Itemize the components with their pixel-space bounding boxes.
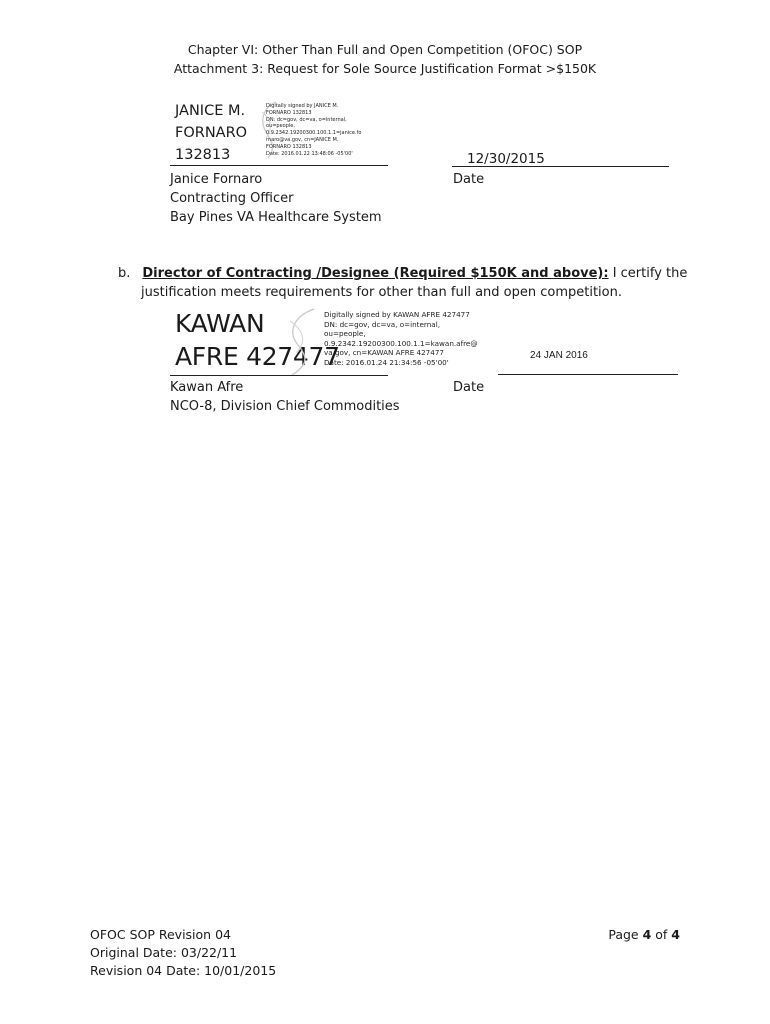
signature2-detail-line: DN: dc=gov, dc=va, o=internal,: [324, 319, 440, 329]
item-b-text: I certify the: [608, 266, 688, 281]
signature2-detail-line: Date: 2016.01.24 21:34:56 -05'00': [324, 357, 449, 367]
signature1-date-label: Date: [453, 172, 485, 187]
signature1-date-value: 12/30/2015: [467, 151, 545, 167]
footer-revision-date: Revision 04 Date: 10/01/2015: [90, 963, 277, 978]
signature1-signer-org: Bay Pines VA Healthcare System: [170, 210, 382, 225]
signature1-detail-line: FORNARO 132813: [266, 109, 312, 116]
item-b-text-line2: justification meets requirements for other than full and open competition.: [141, 285, 622, 300]
item-b-marker: b.: [118, 266, 131, 281]
signature1-date-line: [452, 166, 669, 167]
item-b-heading: Director of Contracting /Designee (Required $150K and above):: [142, 266, 609, 281]
signature2-date-value: 24 JAN 2016: [530, 350, 588, 361]
signature2-line: [170, 375, 388, 376]
item-b-paragraph: [118, 264, 687, 302]
signature2-signer-title: NCO-8, Division Chief Commodities: [170, 399, 400, 414]
footer-page-number: [608, 926, 680, 944]
signature1-detail-line: Digitally signed by JANICE M.: [266, 103, 339, 109]
page-prefix: Page: [608, 927, 643, 942]
signature1-name-line: JANICE M.: [175, 103, 246, 119]
signature1-name-line: 132813: [175, 147, 231, 163]
signature2-digital-details: [324, 310, 478, 368]
footer-original-date: Original Date: 03/22/11: [90, 945, 238, 960]
signature1-signer-title: Contracting Officer: [170, 191, 294, 206]
header-subtitle: Attachment 3: Request for Sole Source Justification Format >$150K: [173, 61, 597, 76]
signature1-detail-line: 0.9.2342.19200300.100.1.1=janice.fo: [266, 130, 362, 137]
signature2-detail-line: Digitally signed by KAWAN AFRE 427477: [324, 310, 470, 319]
signature2-detail-line: va.gov, cn=KAWAN AFRE 427477: [324, 348, 444, 358]
signature1-digital-details: [266, 103, 361, 157]
signature1-signer-name: Janice Fornaro: [170, 172, 263, 187]
signature1-detail-line: Date: 2016.01.22 13:48:06 -05'00': [266, 150, 353, 157]
signature2-watermark-mark: [278, 305, 322, 377]
page-header: [0, 40, 770, 78]
signature2-detail-line: 0.9.2342.19200300.100.1.1=kawan.afre@: [324, 338, 478, 348]
signature2-date-line: [498, 374, 678, 375]
signature1-line: [170, 165, 388, 166]
signature2-signer-name: Kawan Afre: [170, 380, 244, 395]
page-of: of: [651, 927, 672, 942]
signature1-detail-line: ou=people,: [266, 123, 295, 130]
footer-revision: OFOC SOP Revision 04: [90, 927, 231, 942]
signature1-name: [175, 100, 247, 166]
signature1-name-line: FORNARO: [175, 125, 248, 141]
signature2-name-line: AFRE 427477: [175, 342, 340, 371]
signature1-detail-line: FORNARO 132813: [266, 143, 312, 150]
signature2-date-label: Date: [453, 380, 485, 395]
page-total: 4: [671, 927, 680, 942]
signature1-detail-line: rnaro@va.gov, cn=JANICE M.: [266, 136, 339, 143]
signature2-detail-line: ou=people,: [324, 329, 366, 339]
signature1-detail-line: DN: dc=gov, dc=va, o=internal,: [266, 116, 347, 123]
signature2-name-line: KAWAN: [175, 309, 265, 338]
header-title: Chapter VI: Other Than Full and Open Competition (OFOC) SOP: [187, 42, 583, 57]
footer-left: [90, 926, 276, 980]
page-current: 4: [642, 927, 652, 942]
